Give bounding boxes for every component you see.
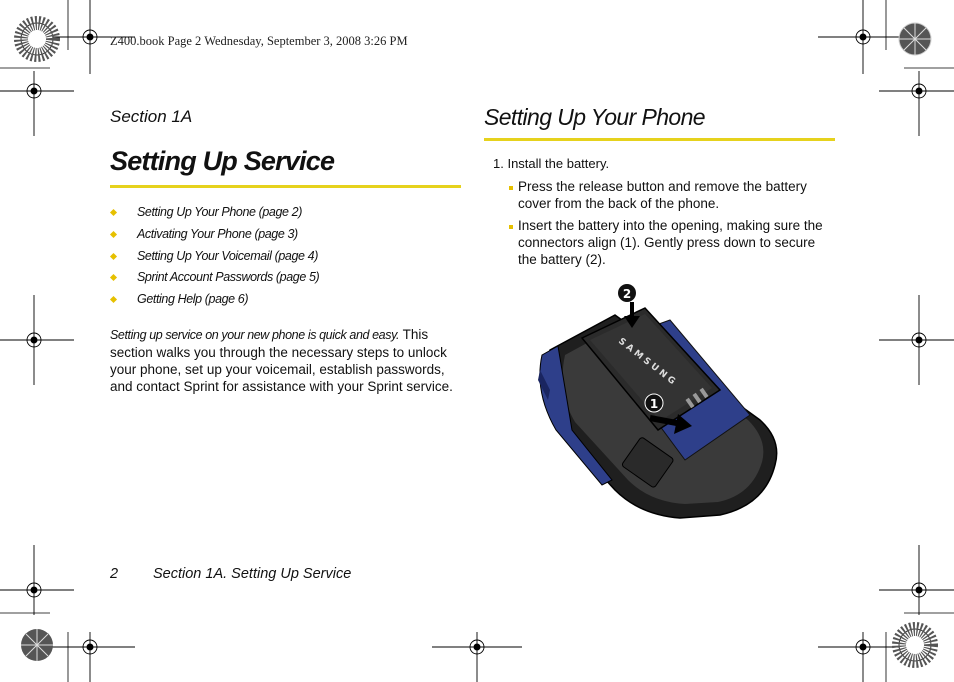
step-1	[493, 155, 609, 172]
section-heading: Setting Up Your Phone	[484, 104, 705, 130]
intro-body: This section walks you through the necessary steps to unlock your phone, set up your voicemail, establish passwords, and contact Sprint for assistance with your Sprint service.	[110, 327, 453, 394]
intro-lead: Setting up service on your new phone is quick and easy.	[110, 328, 400, 342]
svg-text:1: 1	[649, 397, 659, 411]
list-item[interactable]: Sprint Account Passwords (page 5)	[110, 269, 470, 291]
sub-item-1: Press the release button and remove the battery cover from the back of the phone.	[509, 178, 829, 212]
page-number: 2	[110, 566, 119, 582]
step-text: Install the battery.	[507, 156, 610, 171]
list-item[interactable]: Activating Your Phone (page 3)	[110, 226, 470, 248]
step-number: 1.	[493, 156, 504, 171]
svg-text:2: 2	[622, 287, 632, 301]
diamond-bullet-icon	[110, 253, 117, 260]
battery-brand-label: SAMSUNG	[616, 336, 680, 389]
section-label: Section 1A	[110, 107, 193, 126]
square-bullet-icon	[509, 186, 513, 190]
battery-install-illustration	[520, 280, 790, 525]
topic-list	[110, 204, 470, 313]
diamond-bullet-icon	[110, 296, 117, 303]
print-slug-line: Z400.book Page 2 Wednesday, September 3, 2008 3:26 PM	[110, 34, 408, 48]
diamond-bullet-icon	[110, 209, 117, 216]
list-item[interactable]: Getting Help (page 6)	[110, 291, 470, 313]
diamond-bullet-icon	[110, 231, 117, 238]
footer-section-text: Section 1A. Setting Up Service	[153, 566, 352, 582]
heading-rule	[484, 138, 835, 141]
title-rule	[110, 185, 461, 188]
list-item[interactable]: Setting Up Your Voicemail (page 4)	[110, 248, 470, 270]
diamond-bullet-icon	[110, 274, 117, 281]
sub-item-2: Insert the battery into the opening, making sure the connectors align (1). Gently press down to secure the battery (2).	[509, 217, 829, 268]
list-item[interactable]: Setting Up Your Phone (page 2)	[110, 204, 470, 226]
intro-paragraph	[110, 326, 465, 395]
square-bullet-icon	[509, 225, 513, 229]
page-title: Setting Up Service	[110, 146, 335, 176]
